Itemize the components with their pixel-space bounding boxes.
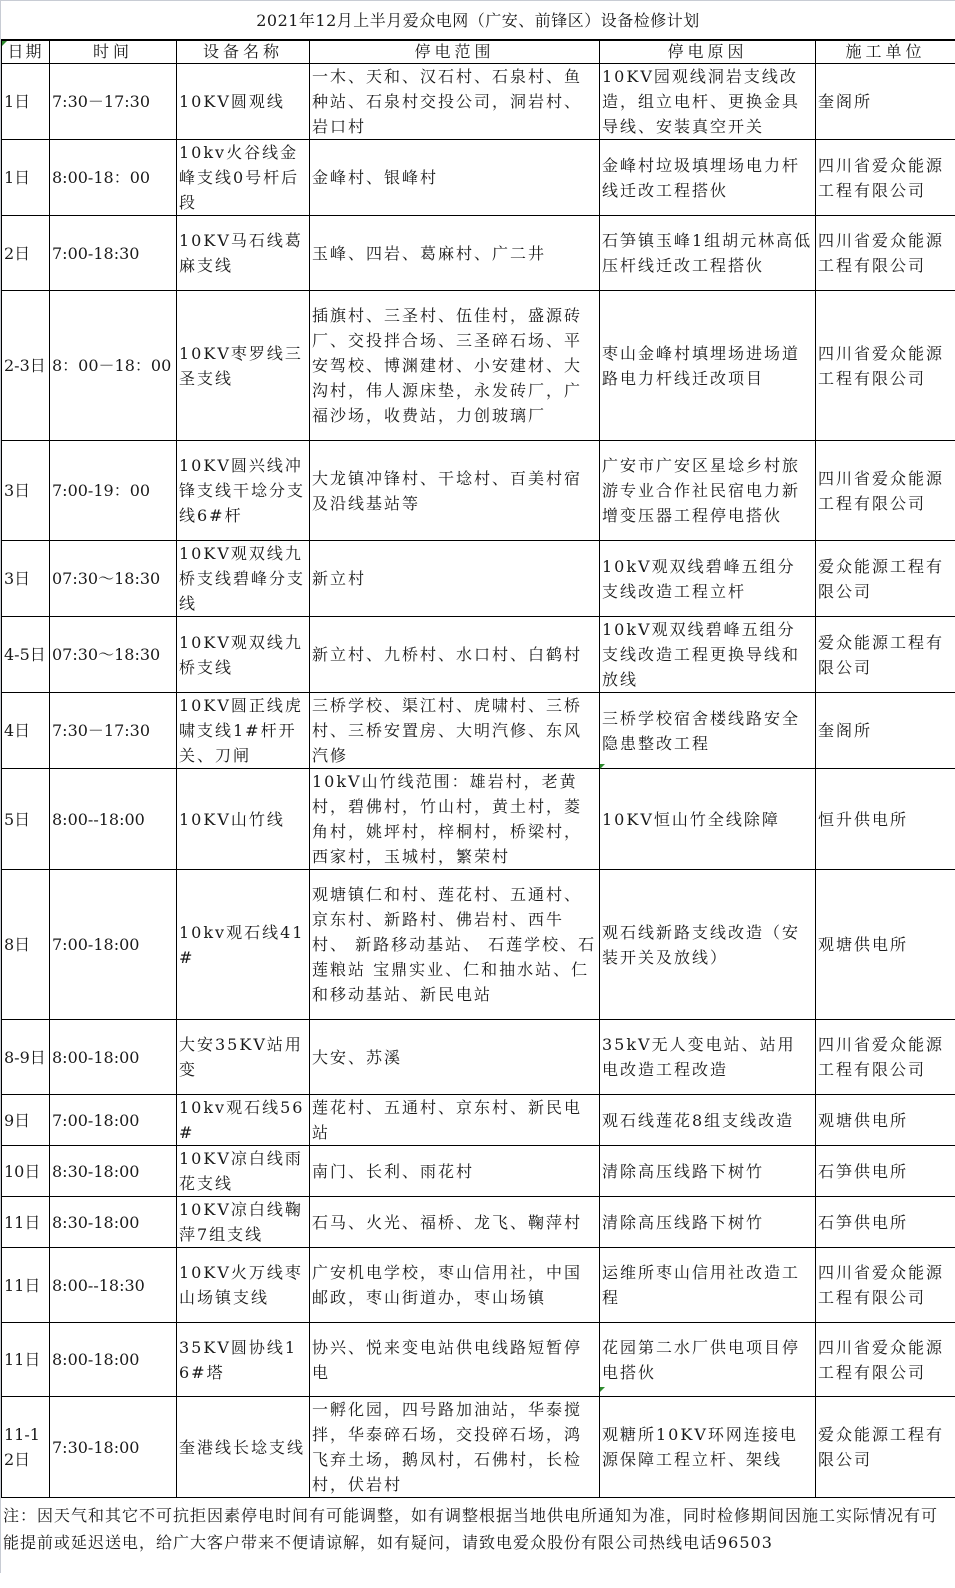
cell-time: 7:00-19：00: [50, 441, 177, 541]
cell-outage-reason: 三桥学校宿舍楼线路安全隐患整改工程: [600, 693, 816, 769]
cell-outage-reason: 枣山金峰村填埋场进场道路电力杆线迁改项目: [600, 291, 816, 441]
cell-contractor: 爱众能源工程有限公司: [816, 541, 955, 617]
cell-time: 7:30-18:00: [50, 1397, 177, 1498]
cell-contractor: 观塘供电所: [816, 870, 955, 1020]
cell-outage-reason: 清除高压线路下树竹: [600, 1146, 816, 1197]
column-header-date: 日期: [2, 41, 50, 64]
table-row: [2, 1020, 955, 1095]
table-row: [2, 64, 955, 140]
cell-equipment: 10kv观石线56#: [177, 1095, 310, 1146]
footer-note: 注：因天气和其它不可抗拒因素停电时间有可能调整，如有调整根据当地供电所通知为准，同时检修期间因施工实际情况有可能提前或延迟送电，给广大客户带来不便请谅解，如有疑问，请致电爱众股份有限公司热线电话96503: [1, 1498, 955, 1588]
cell-date: 9日: [2, 1095, 50, 1146]
cell-date: 11日: [2, 1197, 50, 1248]
cell-comment-marker: [600, 764, 605, 769]
cell-comment-marker: [2, 41, 7, 46]
cell-outage-scope: 广安机电学校，枣山信用社，中国邮政，枣山街道办，枣山场镇: [310, 1248, 600, 1323]
cell-outage-reason: 运维所枣山信用社改造工程: [600, 1248, 816, 1323]
table-body: [2, 64, 955, 1498]
cell-outage-scope: 石马、火光、福桥、龙飞、鞠萍村: [310, 1197, 600, 1248]
table-row: [2, 1323, 955, 1397]
cell-equipment: 10KV圆正线虎啸支线1#杆开关、刀闸: [177, 693, 310, 769]
cell-outage-reason: 广安市广安区星埝乡村旅游专业合作社民宿电力新增变压器工程停电搭伙: [600, 441, 816, 541]
cell-time: 7:30－17:30: [50, 64, 177, 140]
cell-equipment: 10KV山竹线: [177, 769, 310, 870]
cell-outage-scope: 金峰村、银峰村: [310, 140, 600, 216]
cell-equipment: 10KV马石线葛麻支线: [177, 216, 310, 291]
cell-outage-reason: 10KV园观线洞岩支线改造，组立电杆、更换金具导线、安装真空开关: [600, 64, 816, 140]
cell-time: 07:30～18:30: [50, 617, 177, 693]
cell-date: 8-9日: [2, 1020, 50, 1095]
cell-time: 8:30-18:00: [50, 1197, 177, 1248]
cell-date: 1日: [2, 64, 50, 140]
cell-outage-scope: 插旗村、三圣村、伍佳村，盛源砖厂、交投拌合场、三圣碎石场、平安驾校、博渊建材、小安建材、大沟村，伟人源床垫，永发砖厂，广福沙场，收费站，力创玻璃厂: [310, 291, 600, 441]
cell-time: 07:30～18:30: [50, 541, 177, 617]
cell-contractor: 石笋供电所: [816, 1146, 955, 1197]
cell-time: 7:30－17:30: [50, 693, 177, 769]
cell-contractor: 爱众能源工程有限公司: [816, 617, 955, 693]
cell-contractor: 奎阁所: [816, 64, 955, 140]
cell-outage-scope: 莲花村、五通村、京东村、新民电站: [310, 1095, 600, 1146]
cell-date: 2-3日: [2, 291, 50, 441]
cell-contractor: 爱众能源工程有限公司: [816, 1397, 955, 1498]
table-row: [2, 441, 955, 541]
table-row: [2, 541, 955, 617]
cell-outage-scope: 新立村: [310, 541, 600, 617]
cell-time: 8：00－18：00: [50, 291, 177, 441]
cell-contractor: 恒升供电所: [816, 769, 955, 870]
table-row: [2, 291, 955, 441]
table-row: [2, 769, 955, 870]
cell-date: 10日: [2, 1146, 50, 1197]
cell-outage-reason: 金峰村垃圾填埋场电力杆线迁改工程搭伙: [600, 140, 816, 216]
cell-equipment: 10KV凉白线鞠萍7组支线: [177, 1197, 310, 1248]
cell-time: 7:00-18:00: [50, 1095, 177, 1146]
cell-date: 2日: [2, 216, 50, 291]
cell-outage-reason: 观石线新路支线改造（安装开关及放线）: [600, 870, 816, 1020]
cell-equipment: 10KV枣罗线三圣支线: [177, 291, 310, 441]
cell-contractor: 四川省爱众能源工程有限公司: [816, 1248, 955, 1323]
cell-equipment: 大安35KV站用变: [177, 1020, 310, 1095]
table-row: [2, 870, 955, 1020]
cell-equipment: 10KV观双线九桥支线: [177, 617, 310, 693]
cell-outage-reason: 观糖所10KV环网连接电源保障工程立杆、架线: [600, 1397, 816, 1498]
cell-outage-scope: 三桥学校、渠江村、虎啸村、三桥村、三桥安置房、大明汽修、东风汽修: [310, 693, 600, 769]
cell-contractor: 石笋供电所: [816, 1197, 955, 1248]
cell-outage-scope: 大龙镇冲锋村、干埝村、百美村宿及沿线基站等: [310, 441, 600, 541]
column-header-outage-reason: 停电原因: [600, 41, 816, 64]
column-header-equipment: 设备名称: [177, 41, 310, 64]
column-header-contractor: 施工单位: [816, 41, 955, 64]
cell-date: 4日: [2, 693, 50, 769]
cell-equipment: 10KV观双线九桥支线碧峰分支线: [177, 541, 310, 617]
cell-date: 11日: [2, 1248, 50, 1323]
table-row: [2, 140, 955, 216]
table-header-row: [2, 41, 955, 64]
table-row: [2, 1197, 955, 1248]
cell-date: 4-5日: [2, 617, 50, 693]
cell-equipment: 10KV圆观线: [177, 64, 310, 140]
cell-outage-scope: 一孵化园，四号路加油站，华泰搅拌，华泰碎石场，交投碎石场，鸿飞弃土场，鹅凤村，石佛村，长检村，伏岩村: [310, 1397, 600, 1498]
cell-outage-scope: 10kV山竹线范围：雄岩村，老黄村，碧佛村，竹山村，黄土村，菱角村，姚坪村，梓桐村，桥梁村，西家村，玉城村，繁荣村: [310, 769, 600, 870]
cell-contractor: 观塘供电所: [816, 1095, 955, 1146]
cell-equipment: 10KV圆兴线冲锋支线干埝分支线6#杆: [177, 441, 310, 541]
cell-time: 8:00--18:00: [50, 769, 177, 870]
cell-time: 8:00--18:30: [50, 1248, 177, 1323]
cell-outage-scope: 观塘镇仁和村、莲花村、五通村、京东村、新路村、佛岩村、西牛村、 新路移动基站、 石莲学校、石莲粮站 宝鼎实业、仁和抽水站、仁和移动基站、新民电站: [310, 870, 600, 1020]
table-row: [2, 1397, 955, 1498]
table-row: [2, 1095, 955, 1146]
cell-date: 11日: [2, 1323, 50, 1397]
cell-equipment: 35KV圆协线16#塔: [177, 1323, 310, 1397]
cell-time: 8:00-18：00: [50, 140, 177, 216]
maintenance-table: [1, 40, 955, 1498]
cell-equipment: 奎港线长埝支线: [177, 1397, 310, 1498]
cell-time: 8:30-18:00: [50, 1146, 177, 1197]
cell-outage-scope: 新立村、九桥村、水口村、白鹤村: [310, 617, 600, 693]
cell-date: 3日: [2, 441, 50, 541]
cell-outage-reason: 10kV观双线碧峰五组分支线改造工程更换导线和放线: [600, 617, 816, 693]
table-row: [2, 1146, 955, 1197]
cell-time: 8:00-18:00: [50, 1323, 177, 1397]
cell-time: 8:00-18:00: [50, 1020, 177, 1095]
cell-equipment: 10kv观石线41#: [177, 870, 310, 1020]
table-row: [2, 617, 955, 693]
cell-contractor: 四川省爱众能源工程有限公司: [816, 441, 955, 541]
cell-outage-reason: 石笋镇玉峰1组胡元林高低压杆线迁改工程搭伙: [600, 216, 816, 291]
cell-date: 8日: [2, 870, 50, 1020]
cell-outage-reason: 35kV无人变电站、站用电改造工程改造: [600, 1020, 816, 1095]
cell-date: 3日: [2, 541, 50, 617]
cell-outage-scope: 玉峰、四岩、葛麻村、广二井: [310, 216, 600, 291]
cell-contractor: 奎阁所: [816, 693, 955, 769]
cell-time: 7:00-18:00: [50, 870, 177, 1020]
cell-contractor: 四川省爱众能源工程有限公司: [816, 140, 955, 216]
cell-outage-scope: 协兴、悦来变电站供电线路短暂停电: [310, 1323, 600, 1397]
cell-outage-scope: 一木、天和、汉石村、石泉村、鱼种站、石泉村交投公司，洞岩村、岩口村: [310, 64, 600, 140]
page-title: 2021年12月上半月爱众电网（广安、前锋区）设备检修计划: [1, 1, 955, 40]
cell-contractor: 四川省爱众能源工程有限公司: [816, 1020, 955, 1095]
cell-equipment: 10KV火万线枣山场镇支线: [177, 1248, 310, 1323]
cell-time: 7:00-18:30: [50, 216, 177, 291]
cell-outage-reason: 清除高压线路下树竹: [600, 1197, 816, 1248]
column-header-outage-scope: 停电范围: [310, 41, 600, 64]
cell-outage-scope: 大安、苏溪: [310, 1020, 600, 1095]
cell-outage-reason: 10KV恒山竹全线除障: [600, 769, 816, 870]
column-header-time: 时间: [50, 41, 177, 64]
cell-comment-marker: [600, 1387, 605, 1392]
cell-date: 11-12日: [2, 1397, 50, 1498]
table-row: [2, 1248, 955, 1323]
cell-outage-scope: 南门、长利、雨花村: [310, 1146, 600, 1197]
cell-equipment: 10kv火谷线金峰支线0号杆后段: [177, 140, 310, 216]
cell-outage-reason: 花园第二水厂供电项目停电搭伙: [600, 1323, 816, 1397]
cell-date: 5日: [2, 769, 50, 870]
table-row: [2, 693, 955, 769]
cell-contractor: 四川省爱众能源工程有限公司: [816, 291, 955, 441]
cell-equipment: 10KV凉白线雨花支线: [177, 1146, 310, 1197]
cell-contractor: 四川省爱众能源工程有限公司: [816, 216, 955, 291]
cell-date: 1日: [2, 140, 50, 216]
table-row: [2, 216, 955, 291]
cell-contractor: 四川省爱众能源工程有限公司: [816, 1323, 955, 1397]
cell-outage-reason: 10kV观双线碧峰五组分支线改造工程立杆: [600, 541, 816, 617]
cell-outage-reason: 观石线莲花8组支线改造: [600, 1095, 816, 1146]
